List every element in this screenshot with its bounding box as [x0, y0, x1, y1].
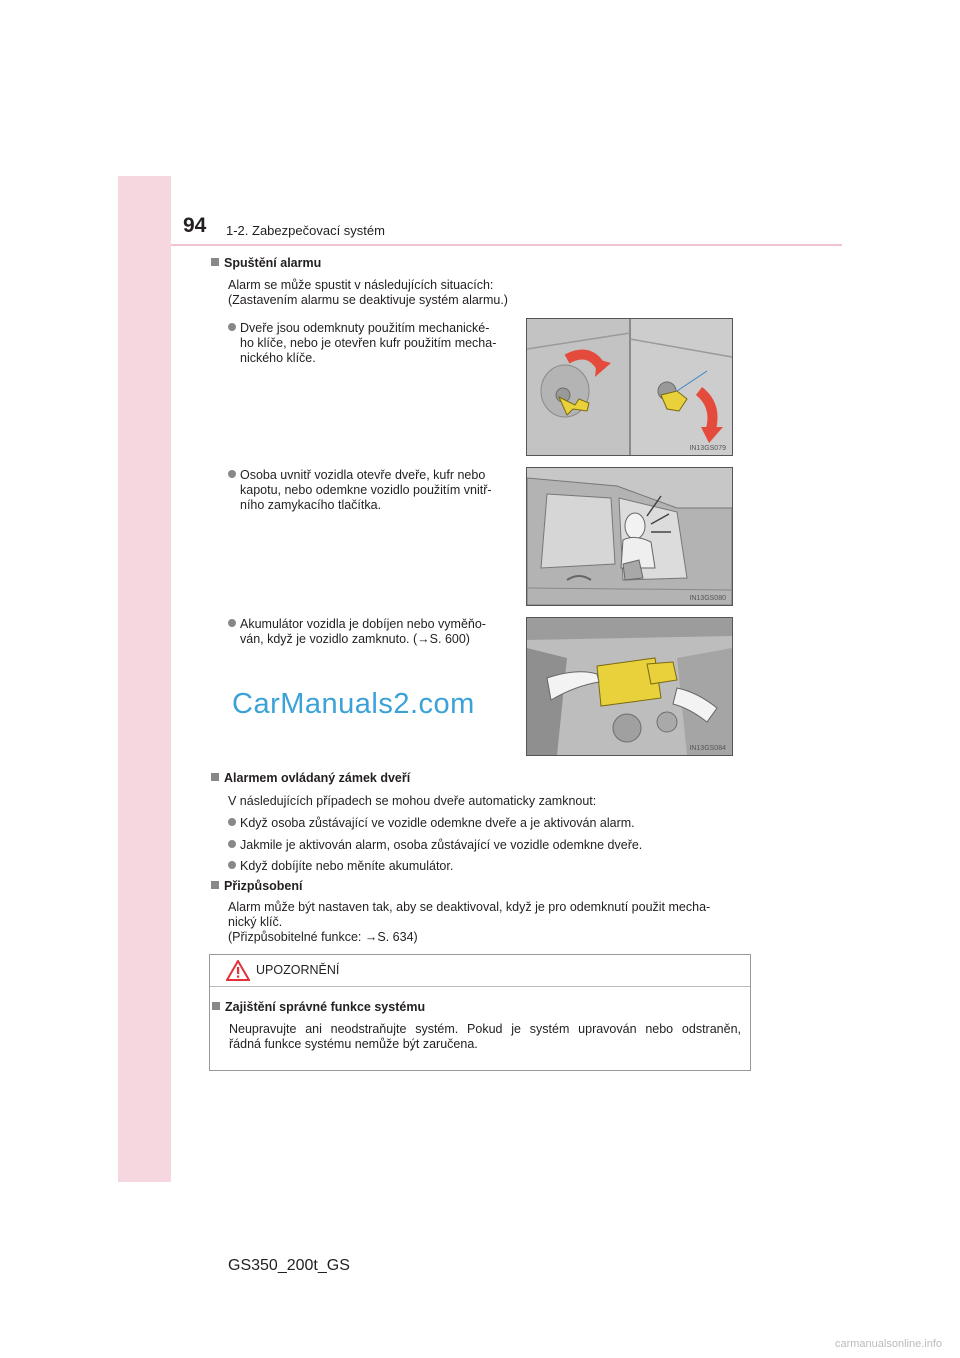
figure-code: IN13GS084	[689, 745, 726, 752]
square-bullet-icon	[211, 773, 219, 781]
trigger-item-3: Akumulátor vozidla je dobíjen nebo vyměňo- ván, když je vozidlo zamknuto. (→S. 600)	[228, 617, 516, 647]
square-bullet-icon	[211, 258, 219, 266]
page-number: 94	[183, 214, 207, 237]
car-interior-illustration	[527, 468, 732, 605]
bullet-dot-icon	[228, 818, 236, 826]
footer-model-code: GS350_200t_GS	[228, 1257, 350, 1274]
warning-label: UPOZORNĚNÍ	[256, 963, 340, 977]
figure-code: IN13GS079	[689, 445, 726, 452]
figure-code: IN13GS080	[689, 595, 726, 602]
doorlock-heading: Alarmem ovládaný zámek dveří	[211, 771, 410, 785]
bullet-dot-icon	[228, 840, 236, 848]
square-bullet-icon	[212, 1002, 220, 1010]
trigger-intro-line1: Alarm se může spustit v následujících situacích:	[228, 278, 494, 292]
trigger-item-1: Dveře jsou odemknuty použitím mechanické- ho klíče, nebo je otevřen kufr použitím mecha- nického klíče.	[228, 321, 516, 366]
side-band	[118, 176, 171, 1182]
bullet-dot-icon	[228, 861, 236, 869]
warning-line2: řádná funkce systému nemůže být zaručena.	[229, 1037, 478, 1051]
trigger-intro-line2: (Zastavením alarmu se deaktivuje systém alarmu.)	[228, 293, 508, 307]
square-bullet-icon	[211, 881, 219, 889]
bullet-dot-icon	[228, 619, 236, 627]
custom-heading: Přizpůsobení	[211, 879, 302, 893]
watermark: CarManuals2.com	[232, 688, 475, 720]
doorlock-item-2: Jakmile je aktivován alarm, osoba zůstávající ve vozidle odemkne dveře.	[228, 838, 642, 853]
warning-heading: Zajištění správné funkce systému	[212, 1000, 425, 1014]
warning-header	[210, 955, 750, 987]
figure-interior-person	[526, 467, 733, 606]
doorlock-item-3: Když dobíjíte nebo měníte akumulátor.	[228, 859, 453, 874]
doorlock-intro: V následujících případech se mohou dveře automaticky zamknout:	[228, 794, 597, 808]
engine-battery-illustration	[527, 618, 732, 755]
doorlock-item-1: Když osoba zůstávající ve vozidle odemkne dveře a je aktivován alarm.	[228, 816, 635, 831]
figure-mechanical-key	[526, 318, 733, 456]
bullet-dot-icon	[228, 323, 236, 331]
header-rule	[171, 244, 842, 246]
warning-line1: Neupravujte ani neodstraňujte systém. Pokud je systém upravován nebo odstraněn,	[229, 1022, 741, 1036]
custom-line2: nický klíč.	[228, 915, 283, 929]
warning-box	[209, 954, 751, 1071]
warning-triangle-icon	[226, 960, 250, 981]
custom-line3: (Přizpůsobitelné funkce: →S. 634)	[228, 930, 418, 944]
section-title: 1-2. Zabezpečovací systém	[226, 223, 385, 238]
figure-battery	[526, 617, 733, 756]
custom-line1: Alarm může být nastaven tak, aby se deaktivoval, když je pro odemknutí použit mecha-	[228, 900, 711, 914]
bottom-watermark: carmanualsonline.info	[834, 1338, 942, 1350]
mechanical-key-illustration	[527, 319, 732, 455]
trigger-item-2: Osoba uvnitř vozidla otevře dveře, kufr nebo kapotu, nebo odemkne vozidlo použitím vnitř- ního zamykacího tlačítka.	[228, 468, 516, 513]
bullet-dot-icon	[228, 470, 236, 478]
trigger-heading: Spuštění alarmu	[211, 256, 321, 270]
